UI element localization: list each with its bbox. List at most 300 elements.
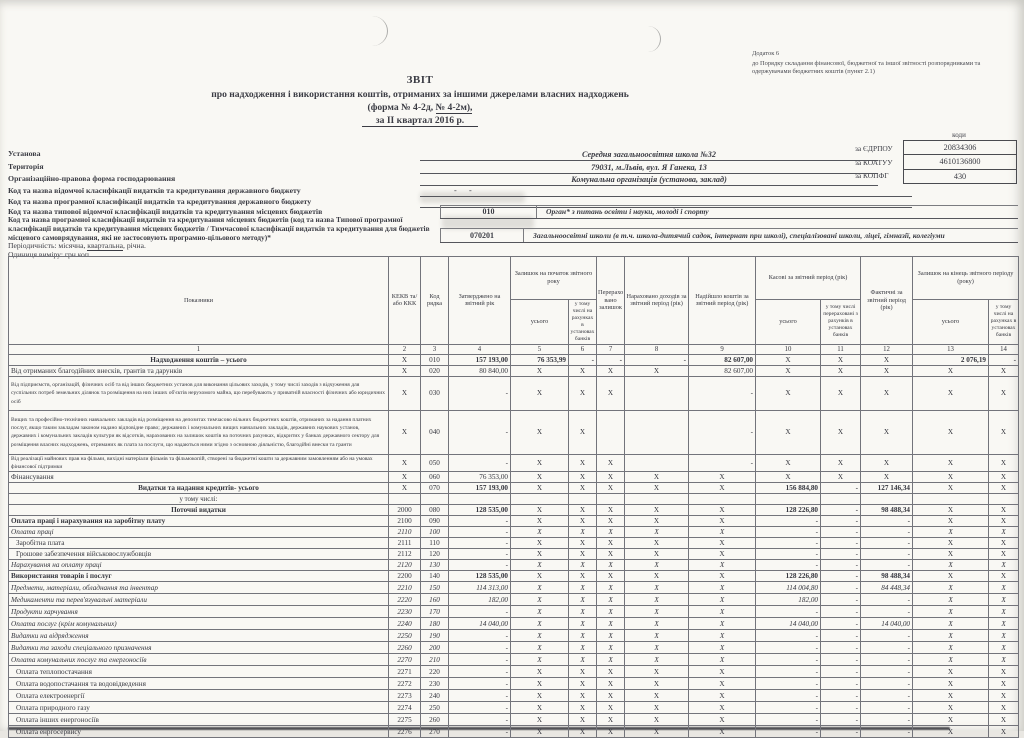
table-row [9,538,1019,549]
cell: - [756,549,821,560]
cell: X [625,678,689,690]
cell: X [913,505,989,516]
cell: X [989,630,1019,642]
cell: - [821,606,861,618]
kekv-code: 2273 [389,690,421,702]
cell: X [821,454,861,472]
table-row [9,678,1019,690]
cell: X [989,454,1019,472]
cell: X [511,538,569,549]
row-label: Від реалізації майнових прав на фільми, вихідні матеріали фільмів та фільмокопій, створені за бюджетні кошти за державним замовленням або на умовах фінансової підтримки [9,454,389,472]
cell: 128 226,80 [756,505,821,516]
cell: - [989,354,1019,365]
row-code: 160 [421,594,449,606]
row-code: 250 [421,702,449,714]
table-row [9,666,1019,678]
cell: - [861,666,913,678]
cell: X [689,549,756,560]
cell [625,454,689,472]
kekv-code: 2250 [389,630,421,642]
periodicity-prefix: Періодичність: місячна, [8,241,88,250]
cell: X [861,454,913,472]
kekv-code: 2100 [389,516,421,527]
cell: - [449,410,511,454]
cell: X [689,678,756,690]
cell: - [449,654,511,666]
row-label: Оплата праці [9,527,389,538]
kekv-code: 2112 [389,549,421,560]
cell: - [821,571,861,582]
row-code: 150 [421,582,449,594]
row-label: Заробітна плата [9,538,389,549]
field-prohramna-derzh-label: Код та назва програмної класифікації видатків та кредитування державного бюджету [8,196,312,206]
cell: - [861,714,913,726]
cell: X [511,726,569,738]
koatuu-value: 4610136800 [904,155,1016,169]
header-nadiishlo: Надійшло коштів за звітний період (рік) [689,257,756,345]
cell: 76 353,99 [511,354,569,365]
row-code [421,494,449,505]
row-label: Від підприємств, організацій, фізичних осіб та від інших бюджетних установ для виконання цільових заходів, у тому числі заходів з відчуження для суспільних потреб земельних ділянок та розміщення на них інших об'єктів нерухомого майна, що перебувають у приватній власності фізичних або юридичних осіб [9,376,389,410]
cell: X [821,376,861,410]
cell: - [821,505,861,516]
cell [821,494,861,505]
cell: X [689,472,756,483]
row-label: Продукти харчування [9,606,389,618]
row-label: Грошове забезпечення військовослужбовців [9,549,389,560]
cell [449,494,511,505]
kekv-code: X [389,472,421,483]
kopfg-value: 430 [953,171,967,181]
cell: X [625,606,689,618]
cell: 80 840,00 [449,365,511,376]
cell: X [913,666,989,678]
cell: 76 353,00 [449,472,511,483]
cell: 98 488,34 [861,505,913,516]
prohramna-mists-code: 070201 [440,229,524,242]
cell: X [989,726,1019,738]
cell: X [597,560,625,571]
cell: X [913,726,989,738]
cell: - [861,538,913,549]
cell: - [861,678,913,690]
cell: - [861,516,913,527]
cell: - [625,354,689,365]
field-ustanova-value: Середня загальноосвітня школа №32 [420,149,878,161]
header-zalyshok-end-usogo: усього [913,300,989,345]
cell: X [625,714,689,726]
column-number: 6 [569,344,597,354]
table-row [9,549,1019,560]
report-period-line [0,115,840,126]
kekv-code: 2274 [389,702,421,714]
cell: X [689,527,756,538]
row-label: Надходження коштів – усього [9,354,389,365]
cell [569,494,597,505]
row-label: Предмети, матеріали, обладнання та інвентар [9,582,389,594]
cell: X [569,714,597,726]
cell: X [569,410,597,454]
cell: - [449,560,511,571]
appendix-label: Додаток 6 [752,50,780,57]
cell: X [569,505,597,516]
cell: X [625,690,689,702]
row-code: 070 [421,483,449,494]
cell: X [569,654,597,666]
codes-box [903,140,1017,184]
cell: X [989,582,1019,594]
cell: X [989,483,1019,494]
report-form-line [0,102,840,113]
cell: X [597,654,625,666]
cell: - [821,527,861,538]
field-typova-vidomcha-value [440,205,1018,219]
cell: X [597,630,625,642]
cell: - [821,538,861,549]
column-number: 4 [449,344,511,354]
cell: - [449,549,511,560]
cell: 128 535,00 [449,505,511,516]
header-zalyshok-start-banks: у тому числі на рахунках в установах банків [569,300,597,345]
cell: X [511,410,569,454]
cell: X [597,365,625,376]
cell: X [569,642,597,654]
report-table [8,256,1019,738]
cell: X [569,516,597,527]
cell: X [756,365,821,376]
cell: - [821,642,861,654]
table-row [9,630,1019,642]
cell: X [913,527,989,538]
cell: - [756,726,821,738]
cell: - [861,654,913,666]
cell: X [569,678,597,690]
cell: - [449,726,511,738]
row-code: 240 [421,690,449,702]
cell: - [821,630,861,642]
cell: X [569,618,597,630]
kekv-code: 2260 [389,642,421,654]
row-code: 080 [421,505,449,516]
cell: - [756,516,821,527]
cell: X [989,702,1019,714]
cell: X [913,594,989,606]
cell: - [821,654,861,666]
cell: - [861,606,913,618]
cell: X [689,642,756,654]
cell: X [511,630,569,642]
column-number: 14 [989,344,1019,354]
cell: X [689,594,756,606]
field-org-form-value: Комунальна організація (установа, заклад) [420,174,878,186]
cell: X [689,505,756,516]
cell: X [625,594,689,606]
cell: X [989,505,1019,516]
cell: X [913,571,989,582]
cell: X [861,472,913,483]
report-table-body [9,354,1019,738]
kekv-code: 2000 [389,505,421,516]
cell: - [821,582,861,594]
cell: X [511,472,569,483]
cell: X [511,666,569,678]
column-numbers-row [9,344,1019,354]
column-number: 11 [821,344,861,354]
cell: X [597,606,625,618]
row-code: 120 [421,549,449,560]
kekv-code: 2210 [389,582,421,594]
table-row [9,472,1019,483]
kekv-code: X [389,365,421,376]
cell: X [625,582,689,594]
cell: X [689,560,756,571]
cell [625,376,689,410]
column-number: 2 [389,344,421,354]
cell: - [449,642,511,654]
row-code: 270 [421,726,449,738]
cell: X [597,666,625,678]
row-label: Оплата праці і нарахування на заробітну плату [9,516,389,527]
edrpou-label: за ЄДРПОУ [855,144,893,153]
kekv-code: 2240 [389,618,421,630]
periodicity-underlined: квартальна [87,241,124,250]
row-code: 220 [421,666,449,678]
cell: X [511,606,569,618]
kekv-code: 2270 [389,654,421,666]
cell: 14 040,00 [756,618,821,630]
kekv-code: 2111 [389,538,421,549]
cell: 157 193,00 [449,483,511,494]
table-row [9,594,1019,606]
kekv-code: X [389,454,421,472]
field-typova-vidomcha-label: Код та назва типової відомчої класифікації видатків та кредитування місцевих бюджетів [8,207,323,216]
cell: X [569,630,597,642]
kekv-code: X [389,376,421,410]
cell: X [689,618,756,630]
cell: X [756,410,821,454]
cell: X [756,354,821,365]
cell: X [511,505,569,516]
codes-caption: коди [952,131,966,139]
cell: - [861,690,913,702]
cell: - [821,690,861,702]
cell: X [913,618,989,630]
cell: X [625,630,689,642]
column-number: 3 [421,344,449,354]
table-row [9,654,1019,666]
row-code: 180 [421,618,449,630]
cell: X [511,560,569,571]
row-code: 190 [421,630,449,642]
table-row [9,354,1019,365]
table-row [9,454,1019,472]
cell: - [821,549,861,560]
cell: - [821,666,861,678]
cell: X [597,642,625,654]
cell: X [511,642,569,654]
cell: X [569,571,597,582]
cell: X [597,538,625,549]
row-label: Видатки та заходи спеціального призначення [9,642,389,654]
cell: - [449,702,511,714]
cell: X [989,410,1019,454]
koatuu-label: за КОАТУУ [855,157,893,167]
field-terytoriia-value: 79031, м.Львів, вул. Я Ганека, 13 [420,162,878,174]
cell: X [569,483,597,494]
field-prohramna-mists-value [440,228,1018,243]
cell: X [569,582,597,594]
edrpou-value: 20834306 [904,141,1016,155]
cell: - [756,606,821,618]
cell: X [689,654,756,666]
cell: - [756,642,821,654]
cell: 98 488,34 [861,571,913,582]
cell: X [989,678,1019,690]
cell: X [597,516,625,527]
field-vidomcha-derzh-label: Код та назва відомчої класифікації видатків та кредитування державного бюджету [8,186,301,195]
field-vidomcha-derzh-value: - - [420,185,912,197]
row-label: Використання товарів і послуг [9,571,389,582]
table-row [9,582,1019,594]
cell: X [756,472,821,483]
table-row [9,726,1019,738]
cell: X [989,666,1019,678]
cell: X [689,726,756,738]
cell: - [449,376,511,410]
row-label: Оплата комунальних послуг та енергоносіїв [9,654,389,666]
cell: - [821,702,861,714]
kekv-code: 2110 [389,527,421,538]
cell: - [449,606,511,618]
column-number: 12 [861,344,913,354]
header-zalyshok-start: Залишок на початок звітного року [511,257,597,300]
typova-vidomcha-code: 010 [440,206,537,218]
cell: X [597,678,625,690]
cell: X [913,376,989,410]
cell: X [689,538,756,549]
table-row [9,505,1019,516]
form-underlined: № 4-2м), [435,102,473,113]
cell: X [689,690,756,702]
kekv-code: 2220 [389,594,421,606]
kekv-code: 2200 [389,571,421,582]
cell: - [756,560,821,571]
cell: X [625,516,689,527]
kekv-code: 2271 [389,666,421,678]
row-code: 210 [421,654,449,666]
row-label: Оплата електроенергії [9,690,389,702]
unit-line: Одиниця виміру: грн коп. [8,250,91,259]
cell: X [989,714,1019,726]
cell: X [597,571,625,582]
cell: X [989,606,1019,618]
cell: X [569,538,597,549]
row-label: Оплата послуг (крім комунальних) [9,618,389,630]
cell: X [569,527,597,538]
cell: - [861,594,913,606]
cell: X [625,560,689,571]
row-code: 260 [421,714,449,726]
cell: X [913,472,989,483]
field-terytoriia-label: Територія [8,161,44,171]
cell: 114 004,80 [756,582,821,594]
cell: X [569,376,597,410]
row-label: Оплата теплопостачання [9,666,389,678]
cell: X [689,666,756,678]
cell: X [861,376,913,410]
cell: X [689,702,756,714]
column-number: 5 [511,344,569,354]
cell: X [821,472,861,483]
kekv-code: 2230 [389,606,421,618]
cell: X [989,618,1019,630]
cell: X [569,454,597,472]
kekv-code: X [389,354,421,365]
cell: - [449,516,511,527]
cell: - [756,690,821,702]
table-row [9,702,1019,714]
cell: X [689,483,756,494]
row-label: Видатки та надання кредитів- усього [9,483,389,494]
cell: - [861,630,913,642]
cell: X [625,702,689,714]
row-label: Вищих та професійно-технічних навчальних закладів від розміщення на депозитах тимчасово вільних бюджетних коштів, отриманих за надання платних послуг, якщо таким закладам законом надано відповідне право; державних і комунальних вищих навчальних закладів, державних наукових установ, державних і комунальних закладів культури як відсотків, нарахованих на залишок коштів на поточних рахунках, відкритих у банках державного сектору для розміщення власних надходжень, отриманих як плата за послуги, що надаються ними згідно з основною діяльністю, благодійні внески та гранти [9,410,389,454]
cell: X [511,690,569,702]
cell: X [625,365,689,376]
row-label: Оплата природного газу [9,702,389,714]
cell: X [511,376,569,410]
cell: - [689,410,756,454]
cell: X [989,527,1019,538]
row-label: Від отриманих благодійних внесків, грантів та дарунків [9,365,389,376]
cell: X [511,678,569,690]
kekv-code: 2275 [389,714,421,726]
cell: - [756,714,821,726]
column-number: 8 [625,344,689,354]
cell: X [913,454,989,472]
appendix-text: до Порядку складання фінансової, бюджетної та іншої звітності розпорядниками та одержувачами бюджетних коштів (пункт 2.1) [752,59,981,76]
row-code: 100 [421,527,449,538]
cell [913,494,989,505]
cell: X [821,410,861,454]
cell: X [597,472,625,483]
report-subtitle: про надходження і використання коштів, отриманих за іншими джерелами власних надходжень [211,89,629,100]
table-row [9,410,1019,454]
cell: - [449,690,511,702]
row-code: 060 [421,472,449,483]
header-zalyshok-end-banks: у тому числі на рахунках в установах банків [989,300,1019,345]
cell: X [511,594,569,606]
table-row [9,571,1019,582]
cell: X [989,365,1019,376]
row-label: у тому числі: [9,494,389,505]
cell: - [861,560,913,571]
cell: X [989,538,1019,549]
cell: - [569,354,597,365]
cell: 127 146,34 [861,483,913,494]
cell: X [689,582,756,594]
cell: X [821,354,861,365]
appendix-note [752,50,1018,77]
cell: - [756,702,821,714]
cell: X [861,365,913,376]
cell: X [625,483,689,494]
cell [756,494,821,505]
form-prefix: (форма № 4-2д, [367,102,436,113]
cell: - [756,654,821,666]
kopfg-label: за КОПФГ [855,171,889,180]
cell: X [989,472,1019,483]
